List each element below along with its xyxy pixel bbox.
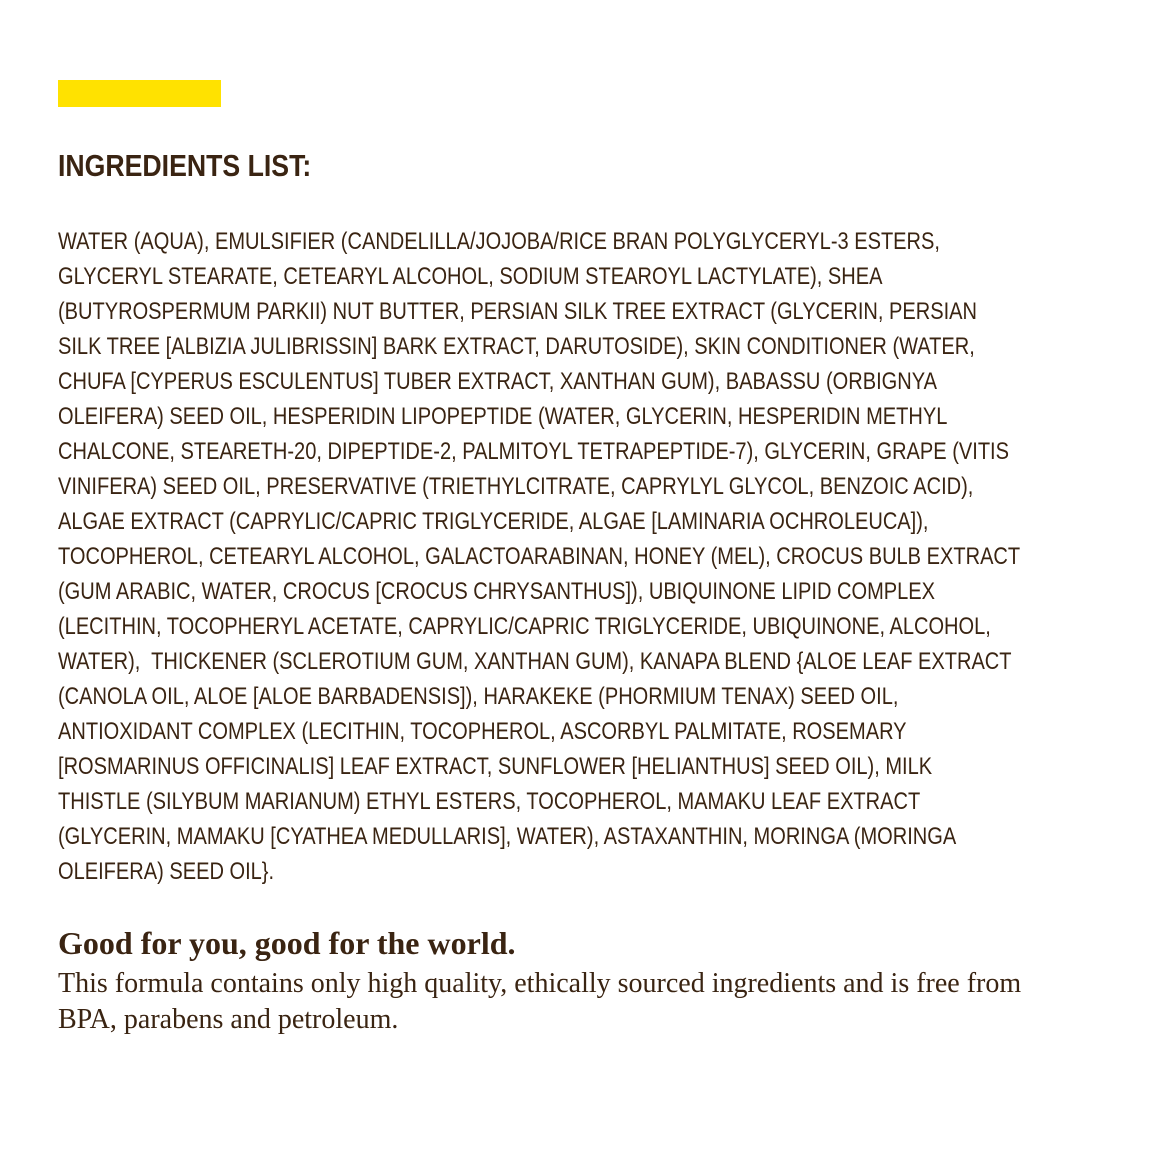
ingredients-line: VINIFERA) SEED OIL, PRESERVATIVE (TRIETHYLCITRATE, CAPRYLYL GLYCOL, BENZOIC ACID), [58,473,974,500]
ingredients-heading: INGREDIENTS LIST: [58,148,312,183]
ingredients-line: (GUM ARABIC, WATER, CROCUS [CROCUS CHRYSANTHUS]), UBIQUINONE LIPID COMPLEX [58,578,936,605]
accent-bar [58,80,221,107]
ingredients-line: (CANOLA OIL, ALOE [ALOE BARBADENSIS]), HARAKEKE (PHORMIUM TENAX) SEED OIL, [58,683,899,710]
ingredients-line: [ROSMARINUS OFFICINALIS] LEAF EXTRACT, SUNFLOWER [HELIANTHUS] SEED OIL), MILK [58,753,933,780]
description-line: BPA, parabens and petroleum. [58,1004,399,1035]
ingredients-line: ALGAE EXTRACT (CAPRYLIC/CAPRIC TRIGLYCERIDE, ALGAE [LAMINARIA OCHROLEUCA]), [58,508,929,535]
ingredients-line: OLEIFERA) SEED OIL}. [58,858,275,885]
ingredients-line: CHALCONE, STEARETH-20, DIPEPTIDE-2, PALMITOYL TETRAPEPTIDE-7), GLYCERIN, GRAPE (VITIS [58,438,1009,465]
ingredients-line: WATER (AQUA), EMULSIFIER (CANDELILLA/JOJOBA/RICE BRAN POLYGLYCERYL-3 ESTERS, [58,228,940,255]
ingredients-line: ANTIOXIDANT COMPLEX (LECITHIN, TOCOPHEROL, ASCORBYL PALMITATE, ROSEMARY [58,718,907,745]
ingredients-line: THISTLE (SILYBUM MARIANUM) ETHYL ESTERS, TOCOPHEROL, MAMAKU LEAF EXTRACT [58,788,921,815]
ingredients-line: TOCOPHEROL, CETEARYL ALCOHOL, GALACTOARABINAN, HONEY (MEL), CROCUS BULB EXTRACT [58,543,1021,570]
ingredients-line: (GLYCERIN, MAMAKU [CYATHEA MEDULLARIS], WATER), ASTAXANTHIN, MORINGA (MORINGA [58,823,957,850]
ingredients-line: GLYCERYL STEARATE, CETEARYL ALCOHOL, SODIUM STEAROYL LACTYLATE), SHEA [58,263,883,290]
description-text [58,966,1021,1038]
ingredients-list [58,224,1103,889]
description-line: This formula contains only high quality, ethically sourced ingredients and is free from [58,968,1022,999]
ingredients-line: CHUFA [CYPERUS ESCULENTUS] TUBER EXTRACT, XANTHAN GUM), BABASSU (ORBIGNYA [58,368,937,395]
ingredients-line: (LECITHIN, TOCOPHERYL ACETATE, CAPRYLIC/CAPRIC TRIGLYCERIDE, UBIQUINONE, ALCOHOL, [58,613,991,640]
ingredients-line: WATER), THICKENER (SCLEROTIUM GUM, XANTHAN GUM), KANAPA BLEND {ALOE LEAF EXTRACT [58,648,1012,675]
ingredients-line: SILK TREE [ALBIZIA JULIBRISSIN] BARK EXTRACT, DARUTOSIDE), SKIN CONDITIONER (WATER, [58,333,975,360]
tagline: Good for you, good for the world. [58,925,516,961]
ingredients-line: OLEIFERA) SEED OIL, HESPERIDIN LIPOPEPTIDE (WATER, GLYCERIN, HESPERIDIN METHYL [58,403,948,430]
ingredients-line: (BUTYROSPERMUM PARKII) NUT BUTTER, PERSIAN SILK TREE EXTRACT (GLYCERIN, PERSIAN [58,298,978,325]
